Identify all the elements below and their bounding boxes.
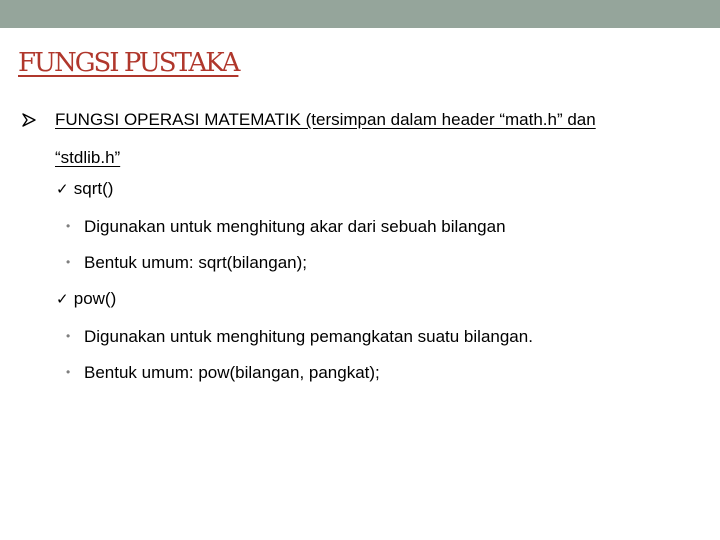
function-name: pow() — [73, 289, 117, 308]
dot-bullet-icon: • — [66, 219, 71, 233]
dot-bullet-icon: • — [66, 255, 71, 269]
point-text: Bentuk umum: pow(bilangan, pangkat); — [84, 363, 380, 382]
main-bullet-text — [55, 101, 682, 177]
point-item — [66, 217, 506, 237]
function-item-pow — [56, 289, 116, 309]
point-text: Digunakan untuk menghitung akar dari sebuah bilangan — [84, 217, 506, 236]
slide-title: FUNGSI PUSTAKA — [18, 48, 239, 78]
point-item — [66, 253, 307, 273]
main-bullet — [22, 108, 682, 177]
top-band — [0, 0, 720, 28]
arrow-bullet-icon — [22, 113, 36, 127]
main-bullet-line2: “stdlib.h” — [55, 148, 121, 167]
point-item — [66, 363, 380, 383]
dot-bullet-icon: • — [66, 329, 71, 343]
main-bullet-line1: FUNGSI OPERASI MATEMATIK (tersimpan dalam header “math.h” dan — [55, 110, 596, 129]
point-text: Bentuk umum: sqrt(bilangan); — [84, 253, 307, 272]
function-item-sqrt — [56, 179, 113, 199]
point-text: Digunakan untuk menghitung pemangkatan suatu bilangan. — [84, 327, 533, 346]
checkmark-icon: ✓ — [56, 181, 69, 198]
point-item — [66, 327, 533, 347]
dot-bullet-icon: • — [66, 365, 71, 379]
checkmark-icon: ✓ — [56, 291, 69, 308]
function-name: sqrt() — [73, 179, 114, 198]
